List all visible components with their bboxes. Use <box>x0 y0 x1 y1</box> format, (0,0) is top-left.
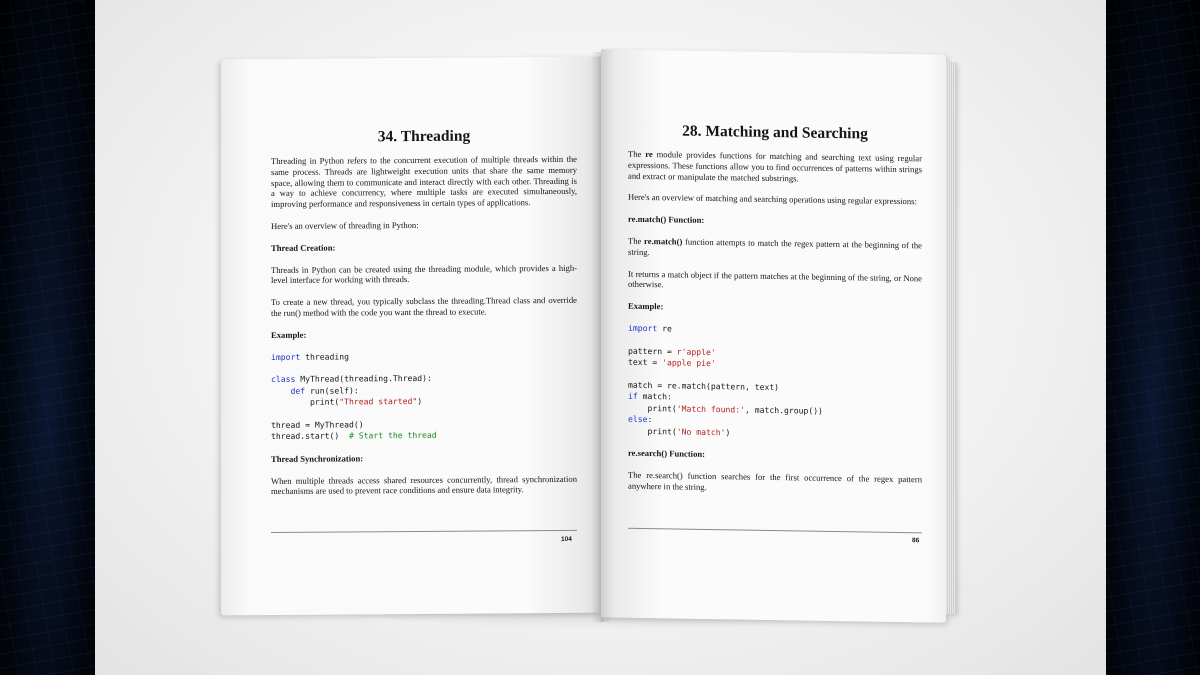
re-code-block: import re pattern = r'apple' text = 'apple pie' match = re.match(pattern, text) if match: print('Match found:', match.group()) else: print('No match') <box>628 322 823 437</box>
left-page-number: 104 <box>561 535 572 543</box>
page-stack-edge <box>946 62 956 614</box>
left-footer-rule <box>271 530 577 533</box>
left-dark-border <box>0 0 95 675</box>
match-paragraph-1: The re.match() function attempts to match the regex pattern at the beginning of the string. <box>628 235 922 257</box>
search-paragraph: The re.search() function searches for the first occurrence of the regex pattern anywhere in the string. <box>628 469 922 492</box>
book-photo <box>95 0 1106 675</box>
heading-re-search: re.search() Function: <box>628 447 706 459</box>
creation-paragraph-2: To create a new thread, you typically subclass the threading.Thread class and override the run() method with the code you want the thread to execute. <box>271 295 577 318</box>
right-dark-border <box>1106 0 1200 675</box>
threading-intro: Threading in Python refers to the concurrent execution of multiple threads within the same process. Threads are lightweight execution units that share the same memory space, allowing them to communicate and interact directly with each other. Threading is a way to achieve concurrency, where multiple tasks are executed simultaneously, improving performance and responsiveness in certain types of applications. <box>271 153 577 210</box>
sync-paragraph: When multiple threads access shared resources concurrently, thread synchronization mechanisms are used to prevent race conditions and ensure data integrity. <box>271 473 577 497</box>
left-page <box>221 57 601 616</box>
threading-code-block: import threading class MyThread(threading.Thread): def run(self): print("Thread started") thread = MyThread() thread.start() # Start the thread <box>271 350 437 442</box>
match-paragraph-2: It returns a match object if the pattern matches at the beginning of the string, or None otherwise. <box>628 268 922 290</box>
right-page <box>601 49 946 622</box>
heading-thread-synchronization: Thread Synchronization: <box>271 453 364 464</box>
heading-thread-creation: Thread Creation: <box>271 242 336 253</box>
creation-paragraph-1: Threads in Python can be created using the threading module, which provides a high-level interface for working with threads. <box>271 262 577 286</box>
right-page-title: 28. Matching and Searching <box>682 122 868 143</box>
heading-example-left: Example: <box>271 329 307 340</box>
left-page-title: 34. Threading <box>377 127 471 146</box>
right-footer-rule <box>628 528 922 534</box>
re-intro: The re module provides functions for matching and searching text using regular expressions. These functions allow you to find occurrences of patterns within strings and extract or manipulate the matched substrings. <box>628 148 922 183</box>
re-overview: Here's an overview of matching and searching operations using regular expressions: <box>628 192 917 207</box>
heading-re-match: re.match() Function: <box>628 213 705 226</box>
heading-example-right: Example: <box>628 300 664 312</box>
threading-overview: Here's an overview of threading in Python: <box>271 219 419 231</box>
right-page-number: 86 <box>912 537 920 545</box>
